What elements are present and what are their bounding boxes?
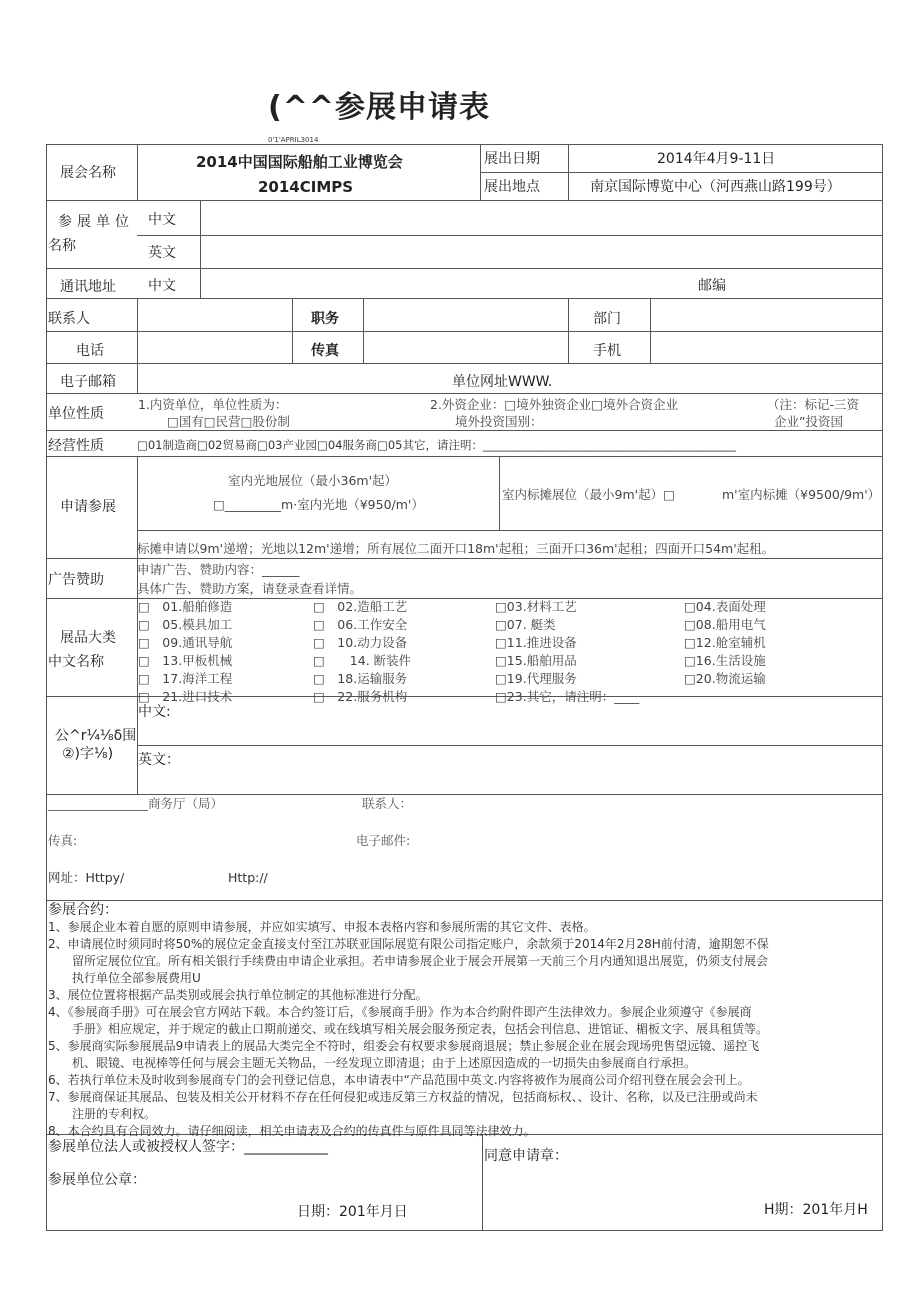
legal-sign-label[interactable]: 参展单位法人或被授权人签字：____________ (48, 1139, 328, 1155)
booth-std-title[interactable]: 室内标摊展位（最小9m'起）□ (502, 487, 675, 502)
category-grid (138, 598, 880, 704)
category-item[interactable]: □04.表面处理 (684, 599, 766, 614)
scope-cn-label: 中文: (138, 704, 171, 720)
agree-seal-label: 同意申请章： (484, 1148, 568, 1164)
nature-label: 单位性质 (48, 406, 104, 422)
category-item[interactable]: □ 21.进口技术 (138, 689, 233, 704)
exhibitor-cn-label: 中文 (148, 212, 176, 228)
address-field[interactable] (202, 270, 692, 296)
event-name-en: 2014CIMPS (258, 178, 354, 196)
website-label: 单位网址WWW. (452, 374, 553, 390)
category-item[interactable]: □07. 艇类 (495, 617, 556, 632)
contract-line: 机、眼镜、电视棒等任何与展会主题无关物品，一经发现立即清退；由于上述原因造成的一切损失由参展商自行承担。 (48, 1056, 697, 1070)
nature-foreign-country: 境外投资国别： (455, 414, 543, 429)
nature-note-2: 企业”投资国 (774, 414, 843, 429)
ads-label: 广告赞助 (48, 572, 104, 588)
category-item[interactable]: □ 18.运输服务 (313, 671, 408, 686)
event-venue-value: 南京国际博览中心（河西燕山路199号） (590, 179, 841, 195)
contract-line: 5、参展商实际参展展品9申请表上的展品大类完全不符时，组委会有权要求参展商退展；禁止参展企业在展会现场兜售望远镜、遥控飞 (48, 1039, 760, 1053)
agency-contact: 联系人： (362, 796, 413, 811)
page-subtitle: 0'1'APRIL3014 (268, 136, 319, 144)
scope-en-label: 英文： (138, 752, 180, 768)
exhibitor-en-label: 英文 (148, 245, 176, 261)
agency-fax: 传真: (48, 833, 78, 848)
mobile-label: 手机 (593, 343, 621, 359)
categories-label-2: 中文名称 (48, 654, 104, 670)
position-field[interactable] (365, 300, 566, 329)
booth-note: 标摊申请以9m'递增；光地以12m'递增；所有展位二面开口18m'起租；三面开口36m'起租；四面开口54m'起租。 (137, 541, 775, 556)
fax-field[interactable] (365, 333, 566, 361)
date-left: 日期：201年月日 (297, 1204, 408, 1220)
business-options[interactable]: □01制造商□02贸易商□03产业园□04服务商□05其它，请注明：____________________________________________ (137, 438, 736, 452)
contact-field[interactable] (139, 300, 290, 329)
category-item[interactable]: □ 13.甲板机械 (138, 653, 233, 668)
category-item[interactable]: □ 17.海洋工程 (138, 671, 233, 686)
exhibitor-name-label: 参展单位 (58, 214, 134, 230)
booth-label: 申请参展 (60, 499, 116, 515)
category-item[interactable]: □03.材料工艺 (495, 599, 577, 614)
categories-label: 展品大类 (60, 630, 116, 646)
category-item[interactable]: □16.生活设施 (684, 653, 766, 668)
contract-line: 3、展位位置将根据产品类别或展会执行单位制定的其他标准进行分配。 (48, 988, 428, 1002)
agency-web-2: Http:// (228, 870, 268, 885)
event-date-value: 2014年4月9-11日 (657, 151, 776, 167)
website-field[interactable] (560, 365, 880, 391)
event-name-label: 展会名称 (60, 165, 116, 181)
nature-note-1: （注：标记-三资 (767, 397, 860, 412)
nature-domestic[interactable]: 1.内资单位，单位性质为： (138, 397, 288, 412)
booth-raw-option[interactable]: □_________m·室内光地（¥950/m'） (213, 497, 424, 512)
contract-line: 执行单位全部参展费用U (48, 971, 201, 985)
exhibitor-name-en-field[interactable] (202, 237, 880, 266)
agency-email: 电子邮件: (356, 833, 411, 848)
contract-body (48, 919, 881, 1138)
address-cn-label: 中文 (148, 278, 176, 294)
category-item[interactable]: □11.推进设备 (495, 635, 577, 650)
category-item[interactable]: □ 22.服务机构 (313, 689, 408, 704)
category-item[interactable]: □ 06.工作安全 (313, 617, 408, 632)
address-label: 通讯地址 (60, 279, 116, 295)
category-item[interactable]: □ 02.造船工艺 (313, 599, 408, 614)
booth-raw-title: 室内光地展位（最小36m'起） (228, 473, 398, 488)
category-item[interactable]: □23.其它，请注明：____ (495, 689, 640, 704)
contract-line: 留所定展位位宜。所有相关银行手续费由申请企业承担。若申请参展企业于展会开展第一天前三个月内通知退出展览，仍须支付展会 (48, 954, 769, 968)
contract-line: 8、本合约具有合同效力。请仔细阅读，相关申请表及合约的传真件与原件具同等法律效力。 (48, 1124, 536, 1138)
business-label: 经营性质 (48, 438, 104, 454)
category-item[interactable]: □ 14. 断装件 (313, 653, 412, 668)
contract-line: 4、《参展商手册》可在展会官方网站下载。本合约签订后，《参展商手册》作为本合约附件即产生法律效力。参展企业须遵守《参展商 (48, 1005, 752, 1019)
fax-label: 传真 (311, 343, 339, 359)
scope-cn-field[interactable] (180, 698, 880, 743)
email-field[interactable] (139, 365, 449, 391)
category-item[interactable]: □ 09.通讯导航 (138, 635, 233, 650)
contract-line: 手册》相应规定，并于规定的截止口期前递交、或在线填写相关展会服务预定表，包括会刊信息、进馆证、楣板文字、展具租赁等。 (48, 1022, 769, 1036)
event-date-label: 展出日期 (484, 151, 540, 167)
contract-line: 注册的专利权。 (48, 1107, 157, 1121)
scope-label: 公^r¼⅛δ围 (55, 728, 137, 744)
contract-line: 7、参展商保证其展品、包装及相关公开材料不存在任何侵犯或违反第三方权益的情况，包括商标权、、设计、名称，以及已注册或尚未 (48, 1090, 758, 1104)
category-item[interactable]: □20.物流运输 (684, 671, 766, 686)
event-venue-label: 展出地点 (484, 179, 540, 195)
ads-line-1[interactable]: 申请广告、赞助内容：______ (137, 562, 300, 577)
email-label: 电子邮箱 (60, 374, 116, 390)
nature-foreign[interactable]: 2.外资企业：□境外独资企业□境外合资企业 (430, 397, 679, 412)
category-item[interactable]: □ 05.模具加工 (138, 617, 233, 632)
category-item[interactable]: □08.船用电气 (684, 617, 766, 632)
category-item[interactable]: □ 01.船舶修造 (138, 599, 233, 614)
company-seal-label: 参展单位公章： (48, 1172, 146, 1188)
dept-label: 部门 (593, 311, 621, 327)
contract-line: 6、若执行单位未及时收到参展商专门的会刊登记信息，本申请表中“产品范围中英文.内容将被作为展商公司介绍刊登在展会会刊上。 (48, 1073, 750, 1087)
booth-std-option: m'室内标摊（¥9500/9m'） (722, 487, 881, 502)
phone-field[interactable] (139, 333, 290, 361)
page-title: (^^参展申请表 (268, 90, 490, 125)
scope-en-field[interactable] (180, 747, 880, 792)
postcode-label: 邮编 (698, 278, 726, 294)
category-item[interactable]: □15.船舶用品 (495, 653, 577, 668)
category-item[interactable]: □12.舱室辅机 (684, 635, 766, 650)
contract-line: 2、申请展位时须同时将50%的展位定金直接支付至江苏联亚国际展览有限公司指定账户，余款须于2014年2月28H前付清，逾期恕不保 (48, 937, 769, 951)
event-name-cn: 2014中国国际船舶工业博览会 (196, 153, 403, 171)
date-right: H期：201年月H (764, 1202, 868, 1218)
dept-field[interactable] (652, 300, 880, 329)
category-item[interactable]: □ 10.动力设备 (313, 635, 408, 650)
agency-web-1: 网址：Httpy/ (48, 870, 125, 885)
phone-label: 电话 (76, 343, 104, 359)
agency-bureau: ________________商务厅（局） (48, 796, 224, 811)
scope-label-2: ②)字⅛) (62, 746, 114, 762)
exhibitor-name-cn-field[interactable] (202, 202, 880, 233)
contract-heading: 参展合约： (48, 902, 118, 918)
category-item[interactable]: □19.代理服务 (495, 671, 577, 686)
nature-domestic-options[interactable]: □国有□民营□股份制 (167, 414, 290, 429)
ads-line-2: 具体广告、赞助方案，请登录查看详情。 (137, 581, 363, 596)
exhibitor-name-label-2: 名称 (48, 238, 76, 254)
position-label: 职务 (311, 311, 339, 327)
mobile-field[interactable] (652, 333, 880, 361)
contact-label: 联系人 (48, 311, 90, 327)
contract-line: 1、参展企业本着自愿的原则申请参展，并应如实填写、申报本表格内容和参展所需的其它文件、表格。 (48, 920, 596, 934)
